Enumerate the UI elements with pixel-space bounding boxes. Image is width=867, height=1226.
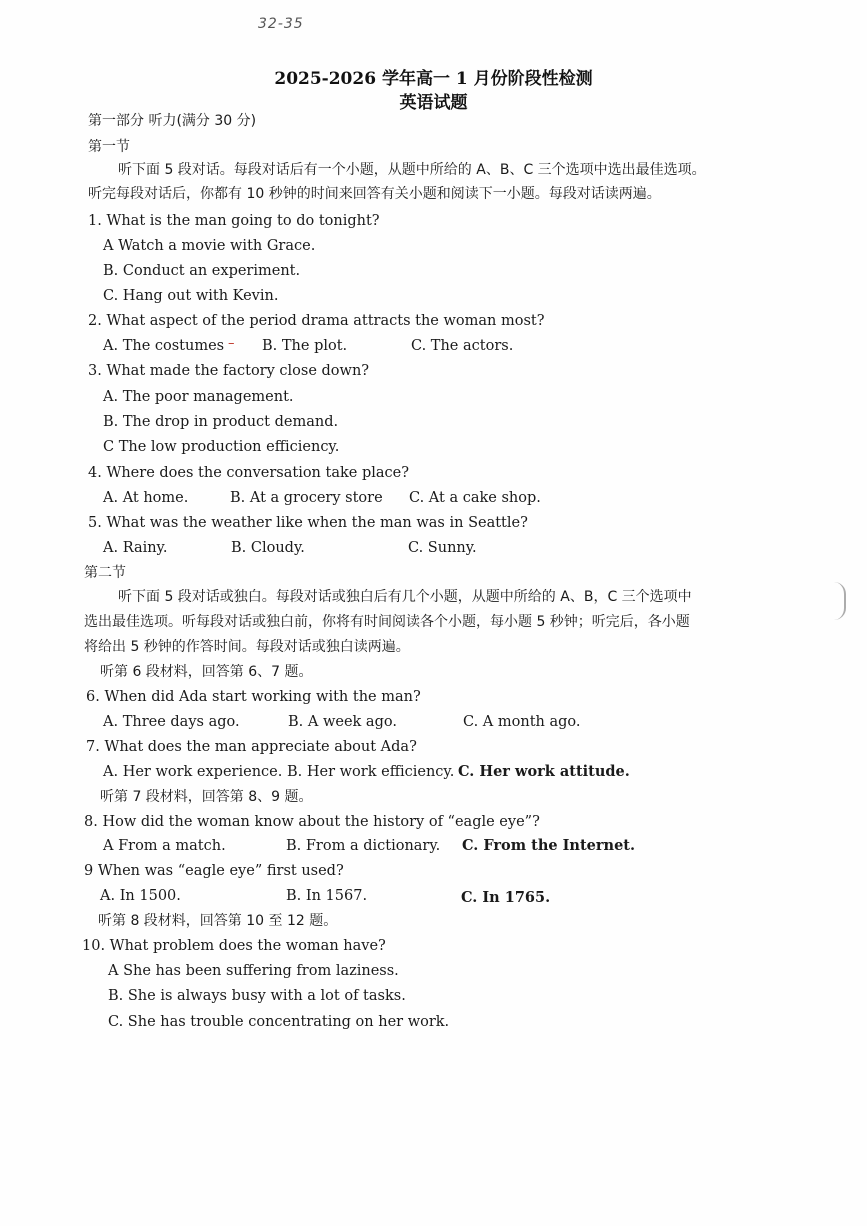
q8-option-c: C. From the Internet. — [462, 837, 636, 854]
q9-option-b: B. In 1567. — [286, 888, 368, 904]
section1-instructions-2: 听完每段对话后，你都有 10 秒钟的时间来回答有关小题和阅读下一小题。每段对话读两遍。 — [88, 186, 661, 202]
question-5: 5. What was the weather like when the man was in Seattle? — [88, 515, 528, 531]
section2-instructions-1: 听下面 5 段对话或独白。每段对话或独白后有几个小题，从题中所给的 A、B，C 三个选项中 — [118, 589, 692, 605]
q4-option-a: A. At home. — [103, 490, 189, 506]
q1-option-a: A Watch a movie with Grace. — [103, 238, 316, 254]
part1-heading: 第一部分 听力(满分 30 分) — [88, 113, 257, 129]
q10-option-a: A She has been suffering from laziness. — [108, 963, 399, 979]
q3-option-a: A. The poor management. — [103, 389, 294, 405]
section2-instructions-3: 将给出 5 秒钟的作答时间。每段对话或独白读两遍。 — [84, 639, 410, 655]
section2-instructions-2: 选出最佳选项。听每段对话或独白前，你将有时间阅读各个小题，每小题 5 秒钟；听完后，各小题 — [84, 614, 690, 630]
q5-option-c: C. Sunny. — [408, 540, 477, 556]
q10-option-b: B. She is always busy with a lot of tasks. — [108, 988, 406, 1004]
q1-option-b: B. Conduct an experiment. — [103, 263, 301, 279]
section2-heading: 第二节 — [84, 565, 126, 581]
question-6: 6. When did Ada start working with the man? — [86, 689, 421, 705]
q4-option-c: C. At a cake shop. — [409, 490, 541, 506]
section1-instructions-1: 听下面 5 段对话。每段对话后有一个小题，从题中所给的 A、B、C 三个选项中选出最佳选项。 — [118, 162, 706, 178]
q6-option-a: A. Three days ago. — [103, 714, 240, 730]
q5-option-a: A. Rainy. — [103, 540, 168, 556]
exam-subtitle: 英语试题 — [399, 93, 468, 113]
margin-bracket — [830, 582, 846, 620]
q1-option-c: C. Hang out with Kevin. — [103, 288, 279, 304]
q10-option-c: C. She has trouble concentrating on her work. — [108, 1014, 450, 1030]
q4-option-b: B. At a grocery store — [230, 490, 383, 506]
question-3: 3. What made the factory close down? — [88, 363, 370, 379]
q2-option-a: A. The costumes — [103, 338, 225, 354]
q2-option-b: B. The plot. — [262, 338, 348, 354]
q6-option-c: C. A month ago. — [463, 714, 581, 730]
q7-option-a: A. Her work experience. — [103, 764, 283, 780]
material-6-lead: 听第 6 段材料，回答第 6、7 题。 — [100, 664, 313, 680]
material-7-lead: 听第 7 段材料，回答第 8、9 题。 — [100, 789, 313, 805]
q6-option-b: B. A week ago. — [288, 714, 397, 730]
question-2: 2. What aspect of the period drama attracts the woman most? — [88, 313, 545, 329]
pen-mark: – — [228, 336, 235, 351]
exam-title: 2025-2026 学年高一 1 月份阶段性检测 — [274, 69, 593, 89]
q3-option-b: B. The drop in product demand. — [103, 414, 339, 430]
question-9: 9 When was “eagle eye” first used? — [84, 863, 344, 879]
question-1: 1. What is the man going to do tonight? — [88, 213, 380, 229]
q3-option-c: C The low production efficiency. — [103, 439, 340, 455]
question-7: 7. What does the man appreciate about Ada? — [86, 739, 417, 755]
q8-option-a: A From a match. — [103, 838, 226, 854]
question-8: 8. How did the woman know about the history of “eagle eye”? — [84, 814, 540, 830]
material-8-lead: 听第 8 段材料，回答第 10 至 12 题。 — [98, 913, 338, 929]
question-10: 10. What problem does the woman have? — [82, 938, 386, 954]
q7-option-b: B. Her work efficiency. — [287, 764, 455, 780]
question-4: 4. Where does the conversation take place? — [88, 465, 409, 481]
q9-option-c: C. In 1765. — [461, 889, 551, 906]
section1-heading: 第一节 — [88, 139, 130, 155]
q2-option-c: C. The actors. — [411, 338, 514, 354]
q8-option-b: B. From a dictionary. — [286, 838, 441, 854]
q7-option-c: C. Her work attitude. — [458, 763, 630, 780]
handwritten-note: 32-35 — [258, 16, 304, 32]
q5-option-b: B. Cloudy. — [231, 540, 305, 556]
q9-option-a: A. In 1500. — [100, 888, 181, 904]
